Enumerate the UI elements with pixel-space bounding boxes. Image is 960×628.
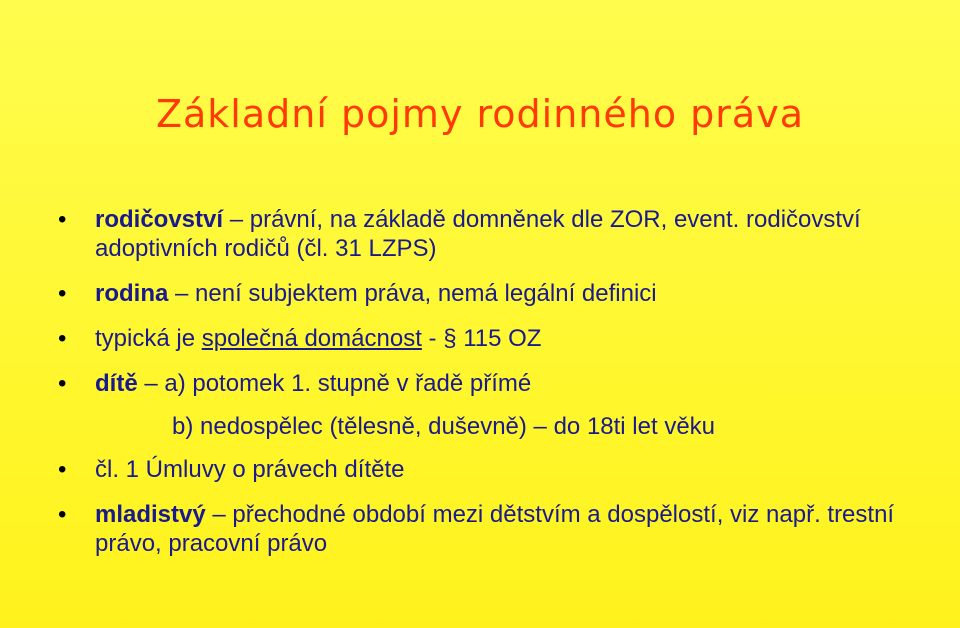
bullet-marker: •	[58, 206, 67, 233]
list-item	[0, 279, 960, 308]
underlined-text: společná domácnost	[201, 325, 422, 352]
bullet-marker: •	[58, 370, 67, 397]
bullet-marker: •	[58, 280, 67, 307]
definition-text: – a) potomek 1. stupně v řadě přímé	[137, 370, 532, 397]
term-rodicovstvi: rodičovství	[95, 206, 224, 233]
bullet-marker: •	[58, 501, 67, 528]
list-item	[0, 455, 960, 484]
definition-text: – přechodné období mezi dětstvím a dospělostí, viz např. trestní právo, pracovní právo	[95, 501, 895, 557]
definition-text: – není subjektem práva, nemá legální definici	[168, 280, 657, 307]
list-item	[0, 205, 960, 263]
list-item	[0, 500, 960, 558]
definition-text: typická je	[95, 325, 202, 352]
list-item	[0, 324, 960, 353]
term-dite: dítě	[95, 370, 138, 397]
list-item-continuation	[0, 412, 960, 441]
definition-text: čl. 1 Úmluvy o právech dítěte	[95, 456, 405, 483]
definition-text: - § 115 OZ	[421, 325, 542, 352]
definition-text: – právní, na základě domněnek dle ZOR, event. rodičovství adoptivních rodičů (čl. 31 LZPS)	[95, 206, 861, 262]
term-rodina: rodina	[95, 280, 169, 307]
slide-title: Základní pojmy rodinného práva	[155, 92, 804, 136]
list-item	[0, 369, 960, 398]
definition-text: b) nedospělec (tělesně, duševně) – do 18ti let věku	[172, 413, 716, 440]
bullet-marker: •	[58, 325, 67, 352]
term-mladistvy: mladistvý	[95, 501, 206, 528]
bullet-list	[0, 205, 960, 574]
bullet-marker: •	[58, 456, 67, 483]
